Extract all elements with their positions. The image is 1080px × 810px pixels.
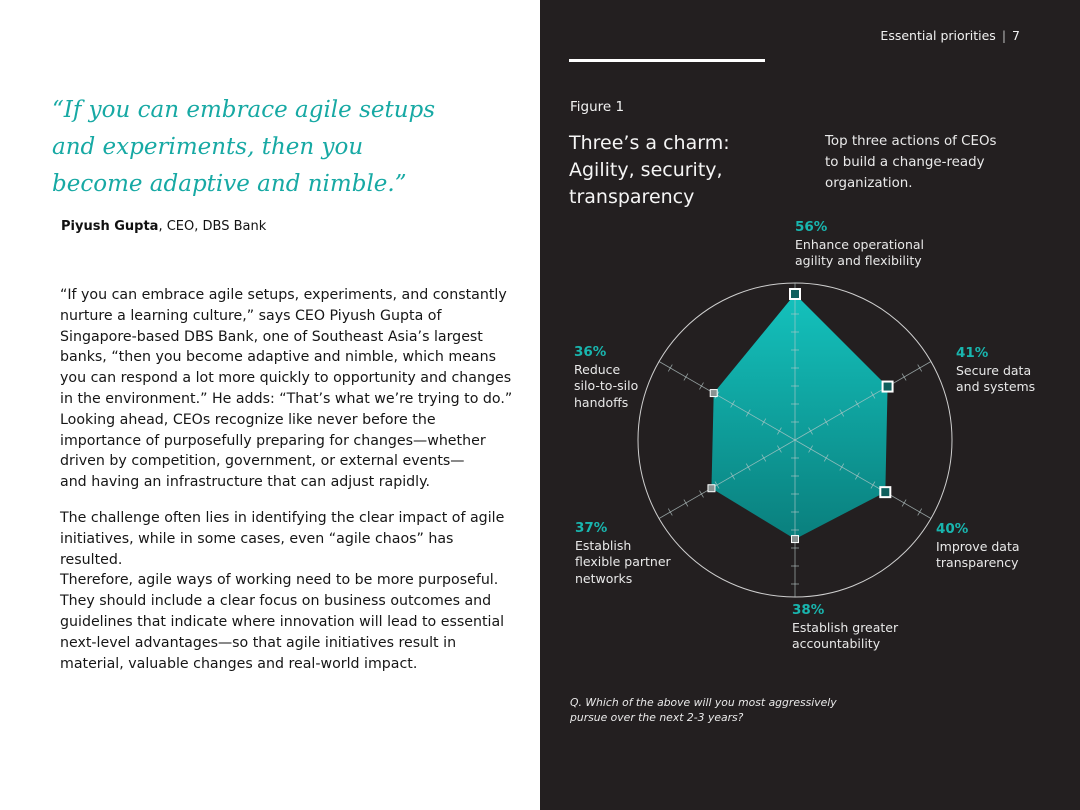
radar-tick-mark (684, 374, 688, 381)
radar-point (710, 390, 717, 397)
radar-axis-name: Enhance operational agility and flexibility (795, 236, 925, 268)
radar-axis-percent: 40% (936, 521, 969, 537)
body-paragraph-1: “If you can embrace agile setups, experiments, and constantly nurture a learning culture,” says CEO Piyush Gupta of Singapore-based DBS Bank, one of Southeast Asia’s largest banks, “then you become adaptive and nimble, which means you can respond a lot more quickly to opportunity and changes in the environment.” He adds: “That’s what we’re trying to do.” Looking ahead, CEOs recognize like never before the importance of purposefully preparing for changes—whether driven by competition, government, or external events— and having an infrastructure that can adjust rapidly. (60, 287, 513, 491)
radar-tick-mark (684, 500, 688, 507)
radar-tick-mark (668, 365, 672, 372)
page-number: 7 (1012, 28, 1020, 43)
radar-point-highlight (883, 382, 893, 392)
radar-axis-name: Establish flexible partner networks (575, 537, 671, 586)
quote-attribution (61, 219, 266, 234)
radar-tick-mark (902, 374, 906, 381)
attribution-role: , CEO, DBS Bank (158, 219, 267, 234)
radar-axis-label (795, 219, 924, 270)
radar-tick-mark (918, 509, 922, 516)
radar-axis-label (792, 602, 898, 653)
radar-tick-mark (902, 500, 906, 507)
radar-axis-label (574, 344, 638, 411)
radar-axis-percent: 41% (956, 345, 989, 361)
radar-point-highlight (880, 487, 890, 497)
radar-axis-name: Improve data transparency (936, 538, 1020, 570)
figure-label: Figure 1 (570, 99, 625, 115)
separator: | (1001, 28, 1007, 43)
radar-point-highlight (790, 289, 800, 299)
radar-axis-name: Secure data and systems (956, 362, 1036, 394)
survey-question: Q. Which of the above will you most aggressively pursue over the next 2-3 years? (570, 696, 837, 724)
radar-axis-percent: 56% (795, 219, 828, 235)
radar-layer (638, 283, 952, 597)
radar-axis-percent: 38% (792, 602, 825, 618)
section-title: Essential priorities (880, 28, 996, 43)
attribution-name: Piyush Gupta (61, 219, 159, 234)
radar-axis-percent: 36% (574, 344, 607, 360)
radar-axis-name: Establish greater accountability (792, 619, 899, 651)
radar-point (792, 536, 799, 543)
radar-tick-mark (668, 509, 672, 516)
radar-axis-label (956, 345, 1035, 396)
pull-quote: “If you can embrace agile setups and experiments, then you become adaptive and nimble.” (52, 97, 436, 197)
radar-axis-name: Reduce silo-to-silo handoffs (574, 361, 639, 410)
radar-point (708, 485, 715, 492)
right-page (540, 0, 1080, 810)
figure-title: Three’s a charm: Agility, security, transparency (569, 132, 730, 208)
radar-data-area (711, 294, 887, 539)
radar-axis-percent: 37% (575, 520, 608, 536)
radar-axis-label (575, 520, 671, 587)
radar-tick-mark (699, 383, 703, 390)
radar-axis-label (936, 521, 1020, 572)
radar-tick-mark (918, 365, 922, 372)
radar-tick-mark (699, 491, 703, 498)
figure-subtitle: Top three actions of CEOs to build a change-ready organization. (825, 134, 997, 191)
body-paragraph-2: The challenge often lies in identifying the clear impact of agile initiatives, while in some cases, even “agile chaos” has resulted. Therefore, agile ways of working need to be more purposeful. They should include a clear focus on business outcomes and guidelines that indicate where innovation will lead to essential next-level advantages—so that agile initiatives result in material, valuable changes and real-world impact. (60, 510, 505, 672)
